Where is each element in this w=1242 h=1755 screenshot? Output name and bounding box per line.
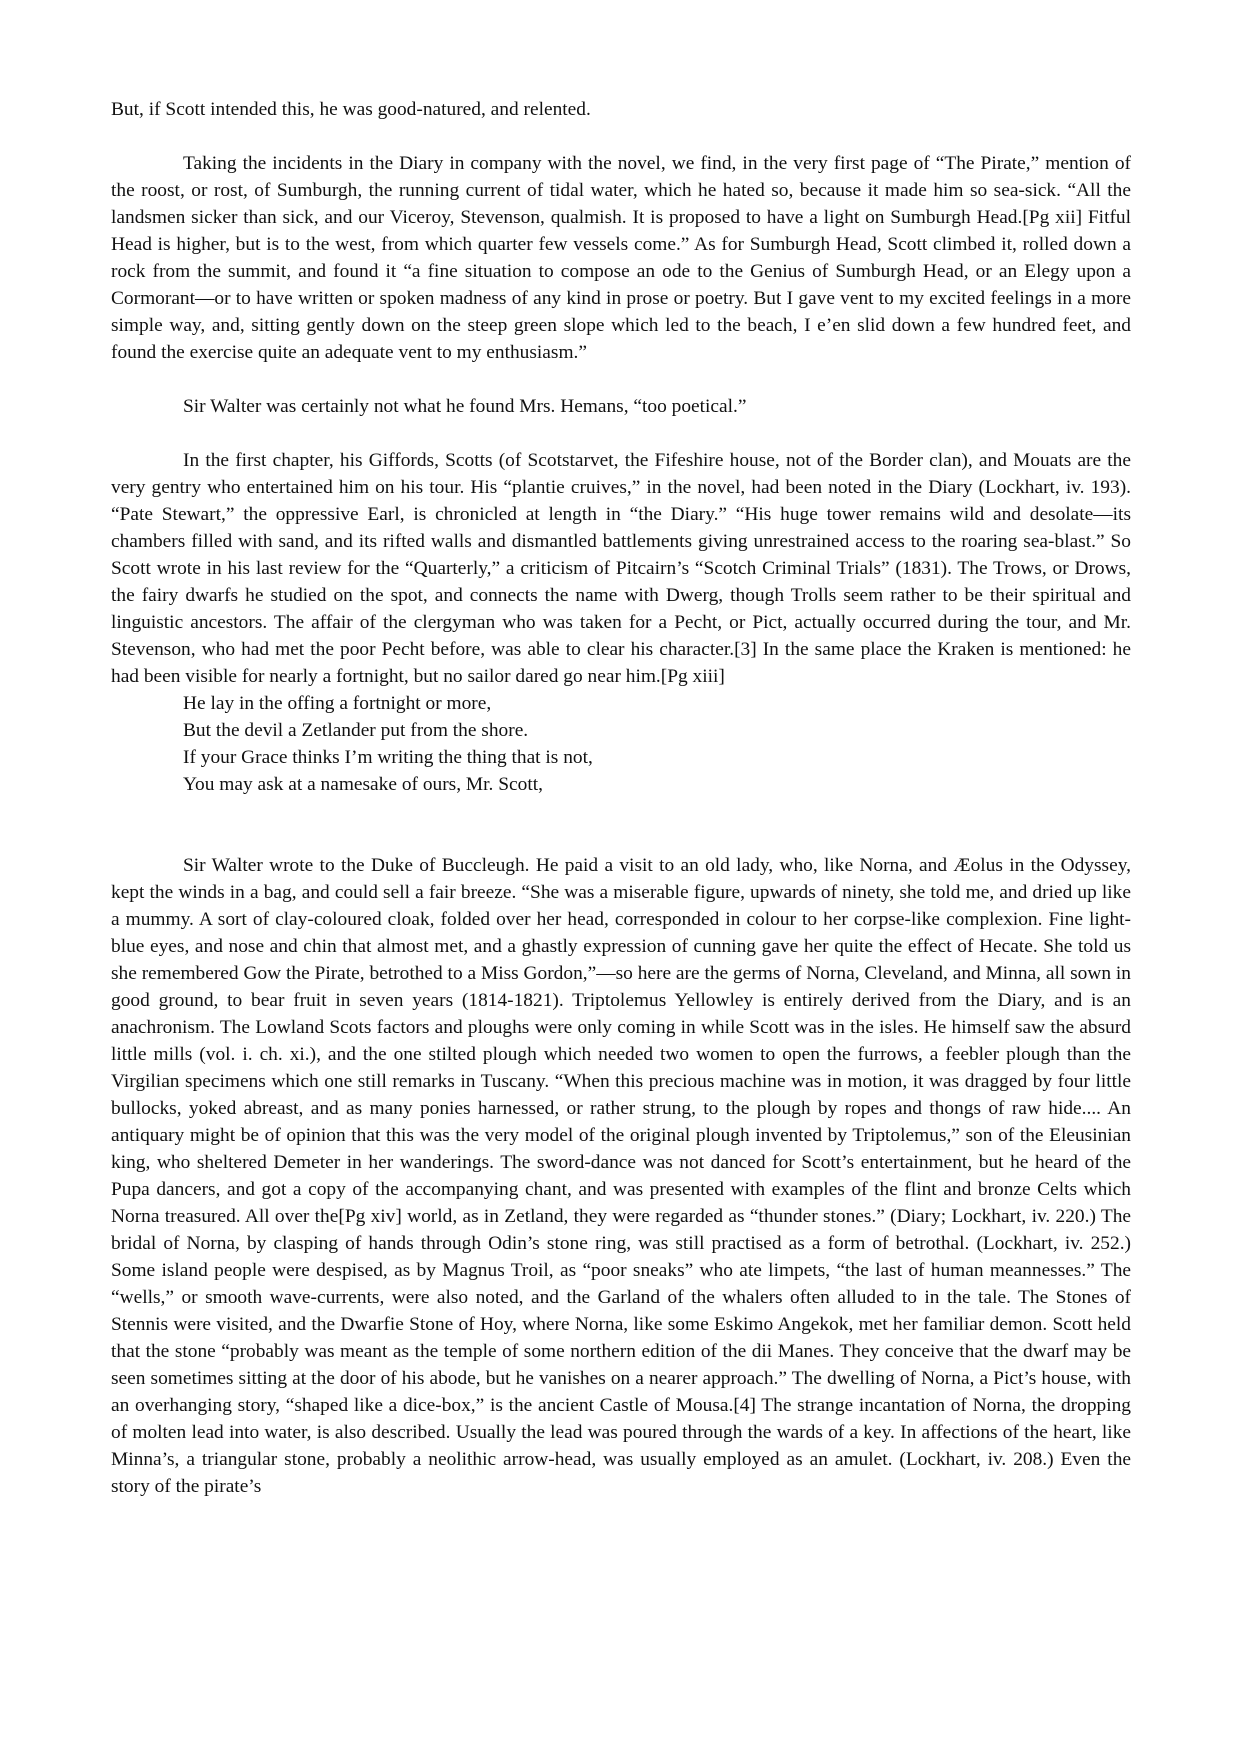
poem-block [183,690,1131,798]
paragraph-hemans: Sir Walter was certainly not what he found Mrs. Hemans, “too poetical.” [183,396,747,417]
paragraph-opening: But, if Scott intended this, he was good-natured, and relented. [111,99,591,120]
paragraph-buccleugh: Sir Walter wrote to the Duke of Buccleugh. He paid a visit to an old lady, who, like Norna, and Æolus in the Odyssey, kept the winds in a bag, and could sell a fair breeze. “She was a miserable figure, upwards of ninety, she told me, and dried up like a mummy. A sort of clay-coloured cloak, folded over her head, corresponded in colour to her corpse-like complexion. Fine light-blue eyes, and nose and chin that almost met, and a ghastly expression of cunning gave her quite the effect of Hecate. She told us she remembered Gow the Pirate, betrothed to a Miss Gordon,”—so here are the germs of Norna, Cleveland, and Minna, all sown in good ground, to bear fruit in seven years (1814-1821). Triptolemus Yellowley is entirely derived from the Diary, and is an anachronism. The Lowland Scots factors and ploughs were only coming in while Scott was in the isles. He himself saw the absurd little mills (vol. i. ch. xi.), and the one stilted plough which needed two women to open the furrows, a feebler plough than the Virgilian specimens which one still remarks in Tuscany. “When this precious machine was in motion, it was dragged by four little bullocks, yoked abreast, and as many ponies harnessed, or rather strung, to the plough by ropes and thongs of raw hide.... An antiquary might be of opinion that this was the very model of the original plough invented by Triptolemus,” son of the Eleusinian king, who sheltered Demeter in her wanderings. The sword-dance was not danced for Scott’s entertainment, but he heard of the Pupa dancers, and got a copy of the accompanying chant, and was presented with examples of the flint and bronze Celts which Norna treasured. All over the[Pg xiv] world, as in Zetland, they were regarded as “thunder stones.” (Diary; Lockhart, iv. 220.) The bridal of Norna, by clasping of hands through Odin’s stone ring, was still practised as a form of betrothal. (Lockhart, iv. 252.) Some island people were despised, as by Magnus Troil, as “poor sneaks” who ate limpets, “the last of human meannesses.” The “wells,” or smooth wave-currents, were also noted, and the Garland of the whalers often alluded to in the tale. The Stones of Stennis were visited, and the Dwarfie Stone of Hoy, where Norna, like some Eskimo Angekok, met her familiar demon. Scott held that the stone “probably was meant as the temple of some northern edition of the dii Manes. They conceive that the dwarf may be seen sometimes sitting at the door of his abode, but he vanishes on a nearer approach.” The dwelling of Norna, a Pict’s house, with an overhanging story, “shaped like a dice-box,” is the ancient Castle of Mousa.[4] The strange incantation of Norna, the dropping of molten lead into water, is also described. Usually the lead was poured through the wards of a key. In affections of the heart, like Minna’s, a triangular stone, probably a neolithic arrow-head, was usually employed as an amulet. (Lockhart, iv. 208.) Even the story of the pirate’s [111,855,1131,1497]
spacer [111,798,1131,852]
poem-line: But the devil a Zetlander put from the shore. [183,720,529,741]
paragraph-first-chapter: In the first chapter, his Giffords, Scotts (of Scotstarvet, the Fifeshire house, not of the Border clan), and Mouats are the very gentry who entertained him on his tour. His “plantie cruives,” in the novel, had been noted in the Diary (Lockhart, iv. 193). “Pate Stewart,” the oppressive Earl, is chronicled at length in “the Diary.” “His huge tower remains wild and desolate—its chambers filled with sand, and its rifted walls and dismantled battlements giving unrestrained access to the roaring sea-blast.” So Scott wrote in his last review for the “Quarterly,” a criticism of Pitcairn’s “Scotch Criminal Trials” (1831). The Trows, or Drows, the fairy dwarfs he studied on the spot, and connects the name with Dwerg, though Trolls seem rather to be their spiritual and linguistic ancestors. The affair of the clergyman who was taken for a Pecht, or Pict, actually occurred during the tour, and Mr. Stevenson, who had met the poor Pecht before, was able to clear his character.[3] In the same place the Kraken is mentioned: he had been visible for nearly a fortnight, but no sailor dared go near him.[Pg xiii] [111,450,1131,687]
poem-line: If your Grace thinks I’m writing the thing that is not, [183,747,593,768]
poem-line: He lay in the offing a fortnight or more, [183,693,492,714]
document-page [111,96,1131,1500]
poem-line: You may ask at a namesake of ours, Mr. Scott, [183,774,543,795]
paragraph-sumburgh: Taking the incidents in the Diary in company with the novel, we find, in the very first page of “The Pirate,” mention of the roost, or rost, of Sumburgh, the running current of tidal water, which he hated so, because it made him so sea-sick. “All the landsmen sicker than sick, and our Viceroy, Stevenson, qualmish. It is proposed to have a light on Sumburgh Head.[Pg xii] Fitful Head is higher, but is to the west, from which quarter few vessels come.” As for Sumburgh Head, Scott climbed it, rolled down a rock from the summit, and found it “a fine situation to compose an ode to the Genius of Sumburgh Head, or an Elegy upon a Cormorant—or to have written or spoken madness of any kind in prose or poetry. But I gave vent to my excited feelings in a more simple way, and, sitting gently down on the steep green slope which led to the beach, I e’en slid down a few hundred feet, and found the exercise quite an adequate vent to my enthusiasm.” [111,153,1131,363]
